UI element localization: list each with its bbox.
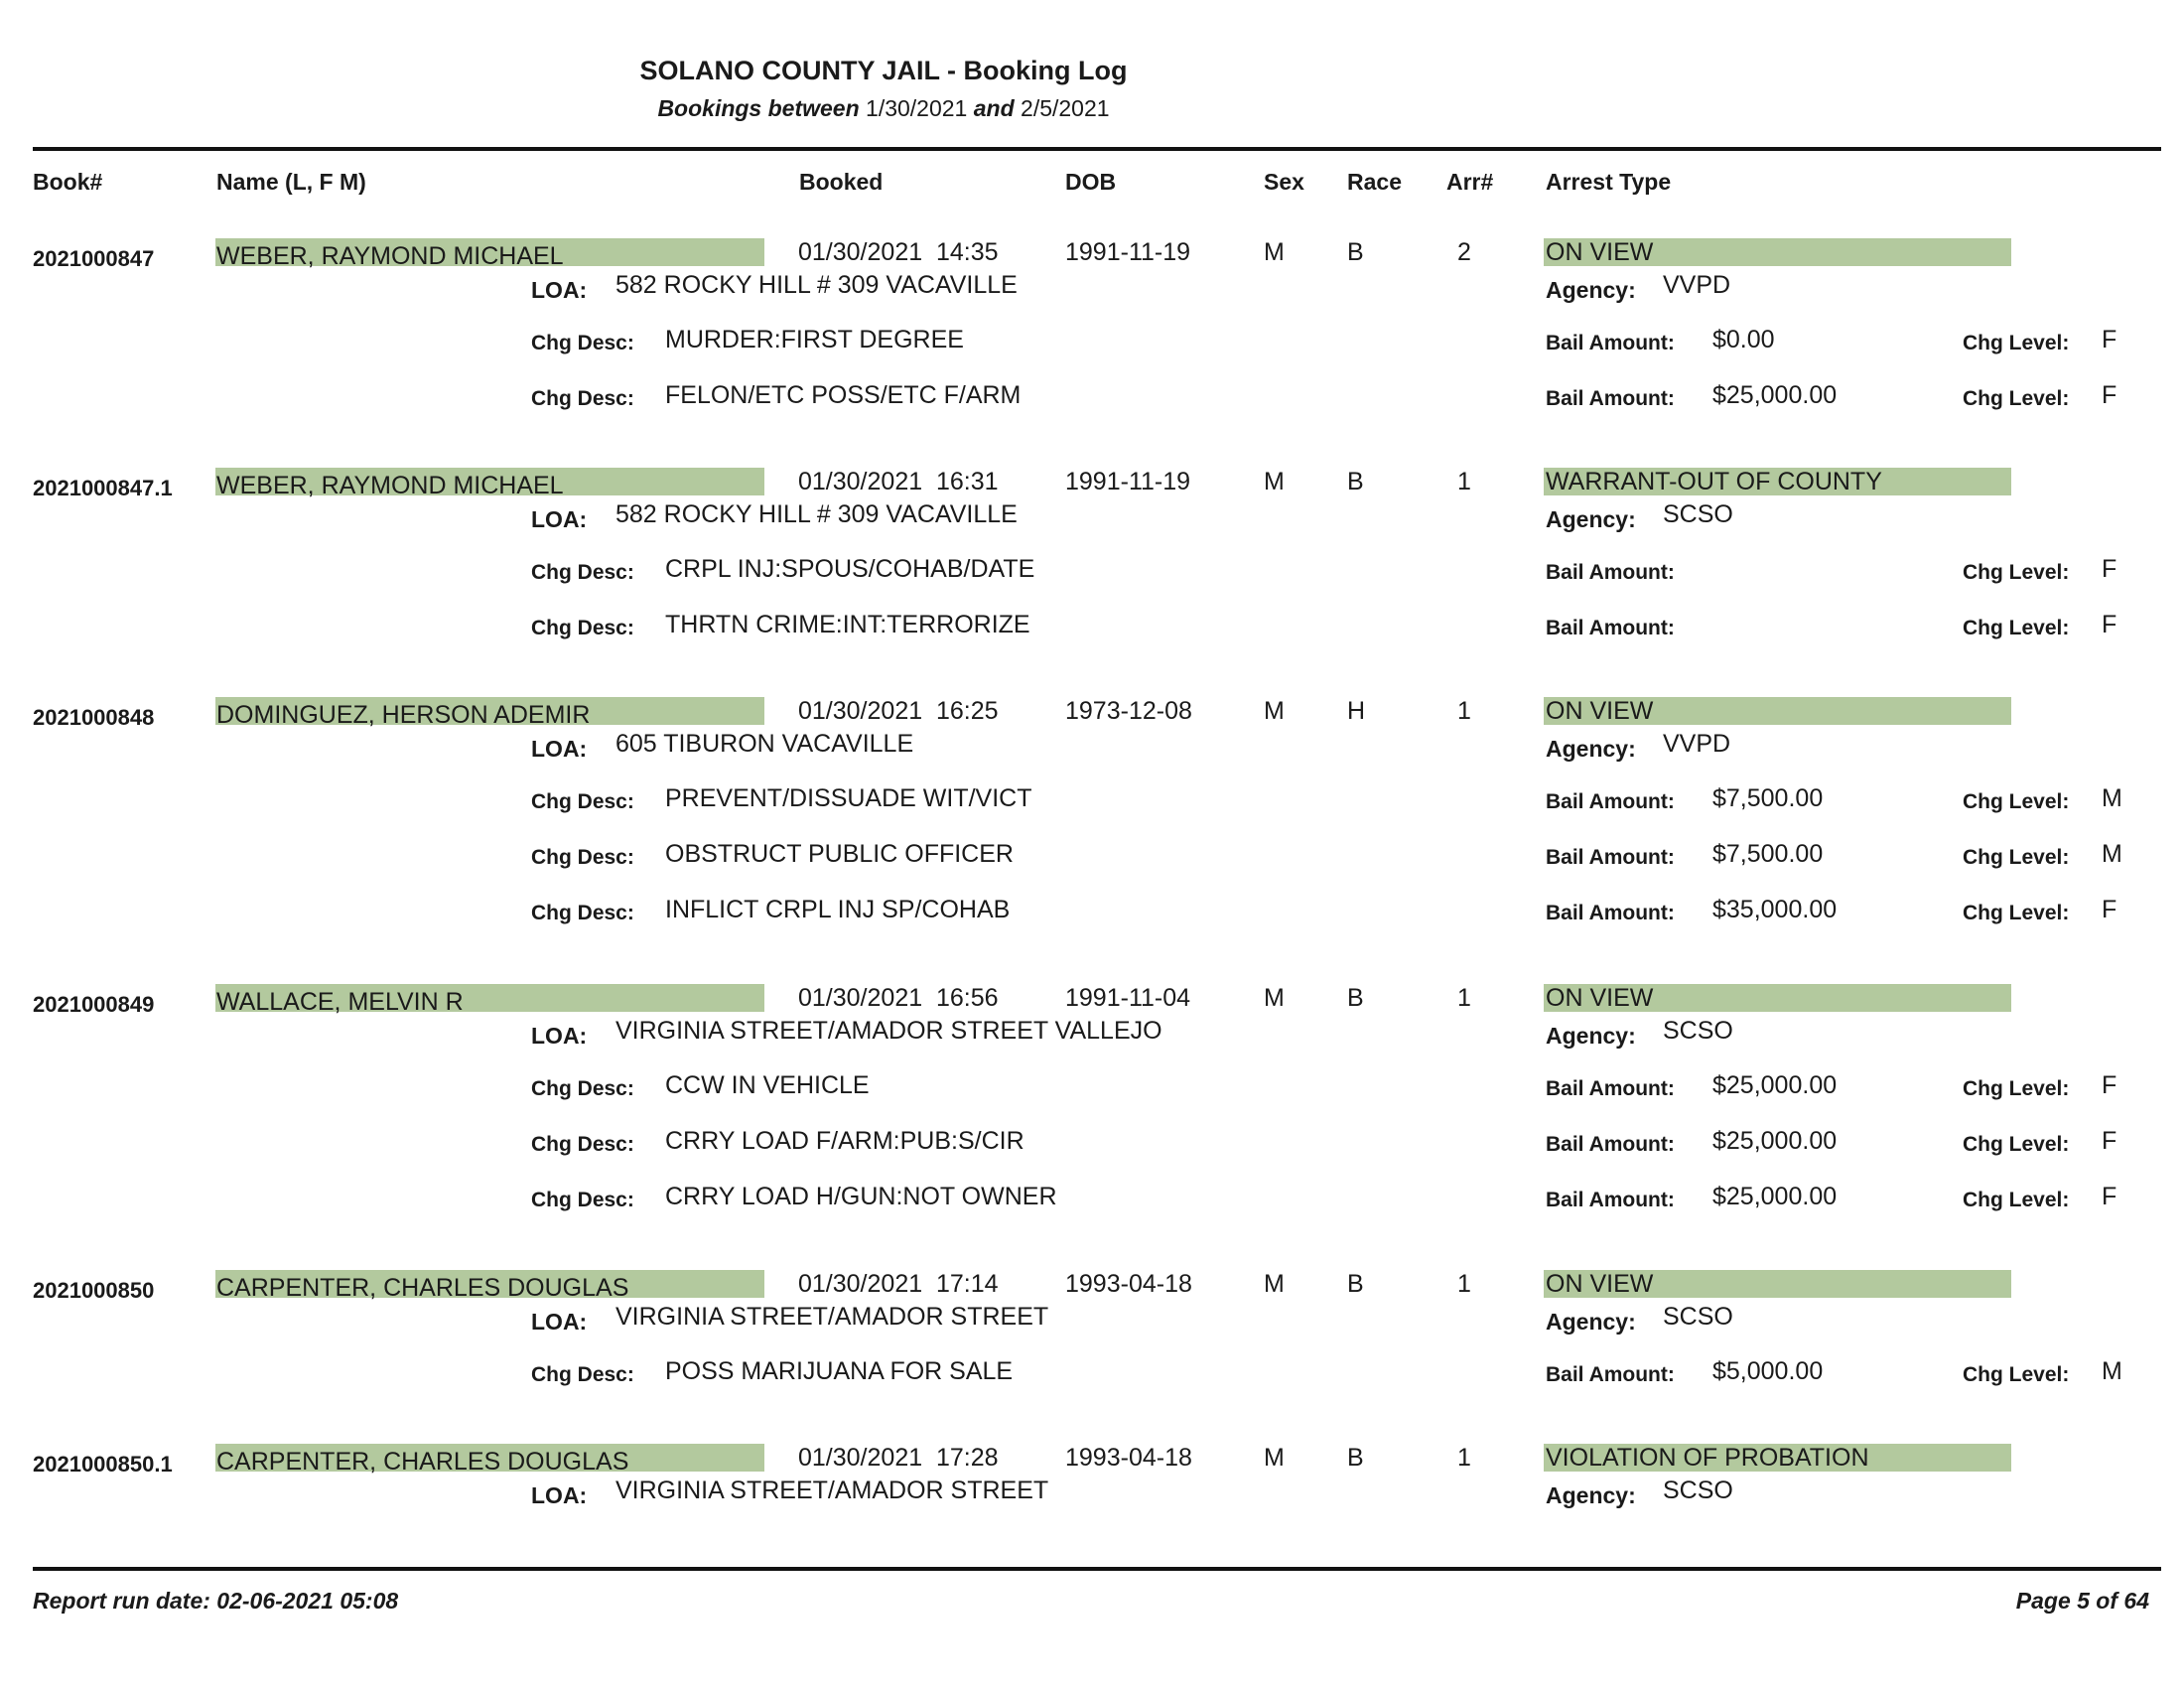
agency-value: VVPD bbox=[1663, 730, 1731, 758]
booked-time: 14:35 bbox=[936, 238, 999, 266]
chg-level-value: F bbox=[2102, 1071, 2117, 1099]
booking-record bbox=[0, 697, 2184, 924]
bail-amount-value: $25,000.00 bbox=[1712, 1183, 1838, 1210]
agency-label: Agency: bbox=[1546, 736, 1636, 762]
chg-level-label: Chg Level: bbox=[1963, 1189, 2070, 1211]
report-title: SOLANO COUNTY JAIL - Booking Log bbox=[639, 56, 1128, 85]
chg-desc-label: Chg Desc: bbox=[531, 1189, 634, 1211]
col-arrest-type: Arrest Type bbox=[1546, 169, 1672, 195]
loa-value: VIRGINIA STREET/AMADOR STREET bbox=[615, 1303, 1049, 1331]
chg-level-value: M bbox=[2102, 840, 2122, 868]
chg-level-value: F bbox=[2102, 611, 2117, 638]
race: H bbox=[1347, 697, 1366, 725]
col-arr: Arr# bbox=[1446, 169, 1494, 195]
dob: 1991-11-19 bbox=[1065, 468, 1191, 495]
booked-date: 01/30/2021 bbox=[798, 1270, 923, 1298]
start-date: 1/30/2021 bbox=[866, 95, 968, 121]
loa-value: 582 ROCKY HILL # 309 VACAVILLE bbox=[615, 500, 1018, 528]
loa-label: LOA: bbox=[531, 736, 588, 762]
booking-record bbox=[0, 468, 2184, 639]
person-name: WEBER, RAYMOND MICHAEL bbox=[216, 472, 564, 499]
bail-amount-value: $25,000.00 bbox=[1712, 1071, 1838, 1099]
chg-level-value: F bbox=[2102, 896, 2117, 923]
agency-label: Agency: bbox=[1546, 1023, 1636, 1049]
subtitle-prefix: Bookings between bbox=[657, 95, 860, 121]
arrest-type: ON VIEW bbox=[1546, 238, 1654, 266]
arrest-type: ON VIEW bbox=[1546, 984, 1654, 1012]
booking-record bbox=[0, 984, 2184, 1211]
chg-desc-label: Chg Desc: bbox=[531, 1363, 634, 1386]
chg-desc-value: CRRY LOAD H/GUN:NOT OWNER bbox=[665, 1183, 1057, 1210]
person-name: WALLACE, MELVIN R bbox=[216, 988, 464, 1016]
loa-value: VIRGINIA STREET/AMADOR STREET VALLEJO bbox=[615, 1017, 1162, 1045]
chg-desc-value: THRTN CRIME:INT:TERRORIZE bbox=[665, 611, 1030, 638]
chg-level-label: Chg Level: bbox=[1963, 617, 2070, 639]
chg-level-value: F bbox=[2102, 1183, 2117, 1210]
chg-desc-value: INFLICT CRPL INJ SP/COHAB bbox=[665, 896, 1011, 923]
book-number: 2021000850.1 bbox=[33, 1452, 173, 1477]
race: B bbox=[1347, 984, 1364, 1012]
person-name: DOMINGUEZ, HERSON ADEMIR bbox=[216, 701, 591, 729]
book-number: 2021000849 bbox=[33, 992, 155, 1017]
bail-amount-value: $0.00 bbox=[1712, 326, 1775, 353]
arrest-type: VIOLATION OF PROBATION bbox=[1546, 1444, 1869, 1472]
col-dob: DOB bbox=[1065, 169, 1117, 195]
chg-desc-label: Chg Desc: bbox=[531, 387, 634, 410]
book-number: 2021000850 bbox=[33, 1278, 155, 1303]
chg-level-label: Chg Level: bbox=[1963, 846, 2070, 869]
bail-amount-value: $25,000.00 bbox=[1712, 381, 1838, 409]
arr-number: 1 bbox=[1457, 468, 1471, 495]
booking-record bbox=[0, 1270, 2184, 1386]
arr-number: 1 bbox=[1457, 697, 1471, 725]
end-date: 2/5/2021 bbox=[1021, 95, 1110, 121]
sex: M bbox=[1264, 984, 1285, 1012]
booking-record bbox=[0, 238, 2184, 410]
footer-rule bbox=[33, 1567, 2161, 1571]
chg-desc-value: CRRY LOAD F/ARM:PUB:S/CIR bbox=[665, 1127, 1024, 1155]
bail-amount-label: Bail Amount: bbox=[1546, 790, 1675, 813]
chg-level-value: M bbox=[2102, 1357, 2122, 1385]
chg-desc-label: Chg Desc: bbox=[531, 332, 634, 354]
race: B bbox=[1347, 238, 1364, 266]
chg-desc-value: CCW IN VEHICLE bbox=[665, 1071, 870, 1099]
loa-label: LOA: bbox=[531, 1023, 588, 1049]
chg-level-label: Chg Level: bbox=[1963, 1133, 2070, 1156]
dob: 1973-12-08 bbox=[1065, 697, 1192, 725]
arrest-type: ON VIEW bbox=[1546, 1270, 1654, 1298]
book-number: 2021000847 bbox=[33, 246, 155, 271]
sex: M bbox=[1264, 1444, 1285, 1472]
subtitle-and: and bbox=[973, 95, 1015, 121]
loa-value: VIRGINIA STREET/AMADOR STREET bbox=[615, 1477, 1049, 1504]
chg-desc-value: CRPL INJ:SPOUS/COHAB/DATE bbox=[665, 555, 1035, 583]
chg-level-label: Chg Level: bbox=[1963, 1363, 2070, 1386]
booked-time: 17:14 bbox=[936, 1270, 999, 1298]
loa-label: LOA: bbox=[531, 1482, 588, 1508]
agency-value: VVPD bbox=[1663, 271, 1731, 299]
sex: M bbox=[1264, 1270, 1285, 1298]
bail-amount-label: Bail Amount: bbox=[1546, 387, 1675, 410]
agency-label: Agency: bbox=[1546, 1309, 1636, 1335]
sex: M bbox=[1264, 697, 1285, 725]
col-book: Book# bbox=[33, 169, 103, 195]
loa-label: LOA: bbox=[531, 277, 588, 303]
booked-date: 01/30/2021 bbox=[798, 984, 923, 1012]
bail-amount-label: Bail Amount: bbox=[1546, 617, 1675, 639]
chg-desc-value: OBSTRUCT PUBLIC OFFICER bbox=[665, 840, 1014, 868]
bail-amount-value: $7,500.00 bbox=[1712, 784, 1824, 812]
loa-value: 582 ROCKY HILL # 309 VACAVILLE bbox=[615, 271, 1018, 299]
bail-amount-value: $35,000.00 bbox=[1712, 896, 1838, 923]
col-sex: Sex bbox=[1264, 169, 1304, 195]
agency-value: SCSO bbox=[1663, 500, 1733, 528]
agency-label: Agency: bbox=[1546, 277, 1636, 303]
arr-number: 1 bbox=[1457, 984, 1471, 1012]
bail-amount-label: Bail Amount: bbox=[1546, 1077, 1675, 1100]
chg-level-value: F bbox=[2102, 555, 2117, 583]
chg-level-label: Chg Level: bbox=[1963, 561, 2070, 584]
chg-desc-label: Chg Desc: bbox=[531, 790, 634, 813]
chg-level-value: F bbox=[2102, 1127, 2117, 1155]
booked-time: 16:31 bbox=[936, 468, 999, 495]
chg-desc-label: Chg Desc: bbox=[531, 1133, 634, 1156]
agency-label: Agency: bbox=[1546, 506, 1636, 532]
bail-amount-label: Bail Amount: bbox=[1546, 1363, 1675, 1386]
person-name: WEBER, RAYMOND MICHAEL bbox=[216, 242, 564, 270]
bail-amount-label: Bail Amount: bbox=[1546, 902, 1675, 924]
chg-desc-label: Chg Desc: bbox=[531, 617, 634, 639]
race: B bbox=[1347, 1270, 1364, 1298]
bail-amount-label: Bail Amount: bbox=[1546, 561, 1675, 584]
chg-level-value: M bbox=[2102, 784, 2122, 812]
bail-amount-value: $5,000.00 bbox=[1712, 1357, 1824, 1385]
booked-date: 01/30/2021 bbox=[798, 468, 923, 495]
loa-value: 605 TIBURON VACAVILLE bbox=[615, 730, 914, 758]
agency-value: SCSO bbox=[1663, 1477, 1733, 1504]
sex: M bbox=[1264, 468, 1285, 495]
sex: M bbox=[1264, 238, 1285, 266]
col-name: Name (L, F M) bbox=[216, 169, 366, 195]
bail-amount-label: Bail Amount: bbox=[1546, 1189, 1675, 1211]
page-number: Page 5 of 64 bbox=[2015, 1588, 2149, 1614]
loa-label: LOA: bbox=[531, 1309, 588, 1335]
booked-date: 01/30/2021 bbox=[798, 238, 923, 266]
race: B bbox=[1347, 468, 1364, 495]
chg-desc-value: FELON/ETC POSS/ETC F/ARM bbox=[665, 381, 1022, 409]
dob: 1991-11-19 bbox=[1065, 238, 1191, 266]
chg-desc-value: PREVENT/DISSUADE WIT/VICT bbox=[665, 784, 1032, 812]
agency-label: Agency: bbox=[1546, 1482, 1636, 1508]
chg-desc-label: Chg Desc: bbox=[531, 846, 634, 869]
loa-label: LOA: bbox=[531, 506, 588, 532]
book-number: 2021000848 bbox=[33, 705, 155, 730]
chg-desc-label: Chg Desc: bbox=[531, 561, 634, 584]
bail-amount-value: $25,000.00 bbox=[1712, 1127, 1838, 1155]
report-run-date: Report run date: 02-06-2021 05:08 bbox=[33, 1588, 399, 1614]
chg-level-label: Chg Level: bbox=[1963, 1077, 2070, 1100]
person-name: CARPENTER, CHARLES DOUGLAS bbox=[216, 1274, 629, 1302]
arr-number: 1 bbox=[1457, 1270, 1471, 1298]
arr-number: 1 bbox=[1457, 1444, 1471, 1472]
book-number: 2021000847.1 bbox=[33, 476, 173, 500]
chg-level-label: Chg Level: bbox=[1963, 332, 2070, 354]
col-race: Race bbox=[1347, 169, 1402, 195]
agency-value: SCSO bbox=[1663, 1017, 1733, 1045]
arr-number: 2 bbox=[1457, 238, 1471, 266]
arrest-type: WARRANT-OUT OF COUNTY bbox=[1546, 468, 1882, 495]
booked-date: 01/30/2021 bbox=[798, 697, 923, 725]
chg-level-label: Chg Level: bbox=[1963, 387, 2070, 410]
booking-record bbox=[0, 1444, 2184, 1508]
chg-level-value: F bbox=[2102, 381, 2117, 409]
agency-value: SCSO bbox=[1663, 1303, 1733, 1331]
col-booked: Booked bbox=[799, 169, 884, 195]
chg-desc-label: Chg Desc: bbox=[531, 902, 634, 924]
dob: 1993-04-18 bbox=[1065, 1270, 1192, 1298]
bail-amount-label: Bail Amount: bbox=[1546, 332, 1675, 354]
booked-date: 01/30/2021 bbox=[798, 1444, 923, 1472]
chg-desc-value: POSS MARIJUANA FOR SALE bbox=[665, 1357, 1014, 1385]
booked-time: 16:56 bbox=[936, 984, 999, 1012]
race: B bbox=[1347, 1444, 1364, 1472]
dob: 1993-04-18 bbox=[1065, 1444, 1192, 1472]
booked-time: 17:28 bbox=[936, 1444, 999, 1472]
report-subtitle bbox=[0, 95, 1767, 122]
booked-time: 16:25 bbox=[936, 697, 999, 725]
chg-level-label: Chg Level: bbox=[1963, 902, 2070, 924]
person-name: CARPENTER, CHARLES DOUGLAS bbox=[216, 1448, 629, 1476]
chg-desc-label: Chg Desc: bbox=[531, 1077, 634, 1100]
chg-level-label: Chg Level: bbox=[1963, 790, 2070, 813]
chg-desc-value: MURDER:FIRST DEGREE bbox=[665, 326, 964, 353]
header-rule bbox=[33, 147, 2161, 151]
arrest-type: ON VIEW bbox=[1546, 697, 1654, 725]
bail-amount-value: $7,500.00 bbox=[1712, 840, 1824, 868]
dob: 1991-11-04 bbox=[1065, 984, 1191, 1012]
chg-level-value: F bbox=[2102, 326, 2117, 353]
bail-amount-label: Bail Amount: bbox=[1546, 1133, 1675, 1156]
bail-amount-label: Bail Amount: bbox=[1546, 846, 1675, 869]
